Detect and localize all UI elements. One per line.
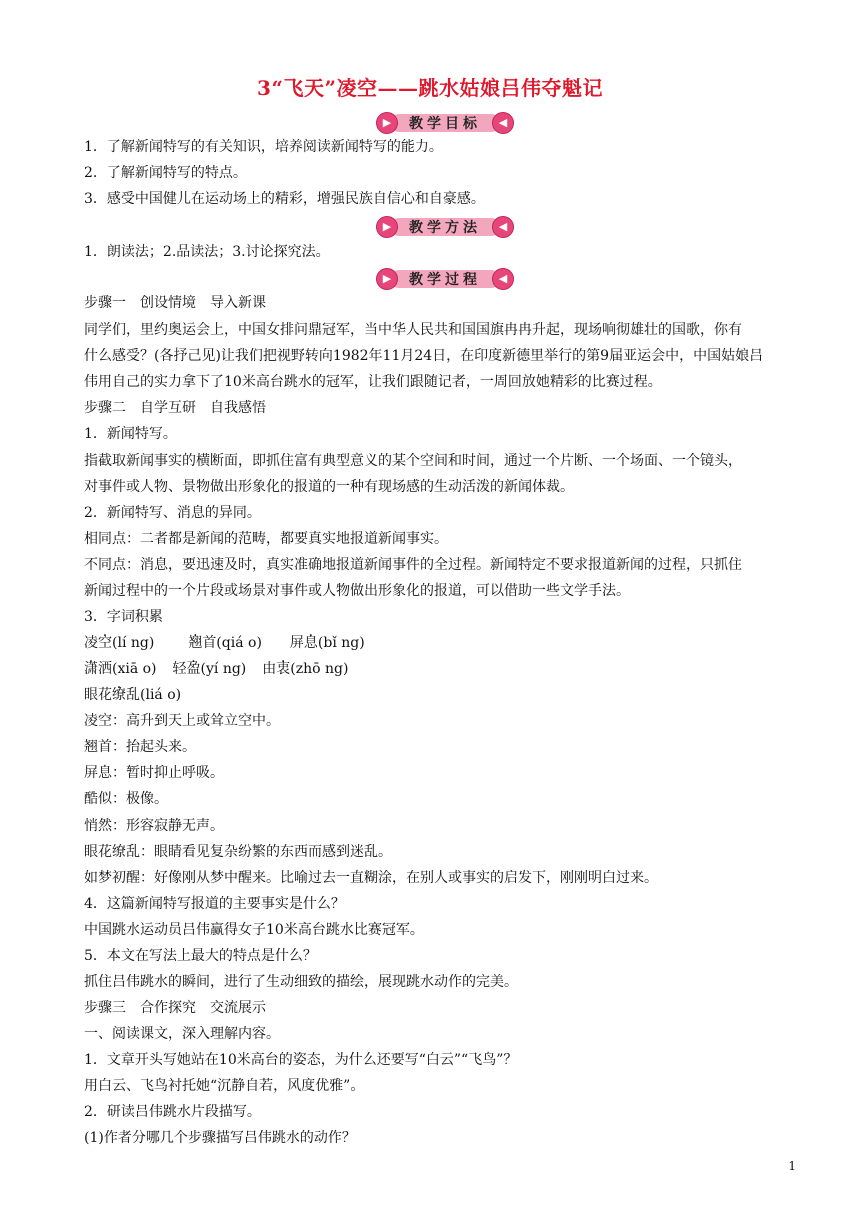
- step3-question-1: 1．文章开头写她站在10米高台的姿态，为什么还要写“白云”“飞鸟”？: [84, 1052, 518, 1068]
- arrow-left-icon: ◀: [492, 216, 514, 238]
- banner-methods: [376, 216, 514, 238]
- vocab-item: 屏息(bǐ ng): [289, 635, 365, 651]
- arrow-left-icon: ◀: [492, 112, 514, 134]
- page-number: 1: [788, 1159, 796, 1173]
- step2-answer-5: 抓住吕伟跳水的瞬间，进行了生动细致的描绘，展现跳水动作的完美。: [84, 974, 518, 990]
- step2-question-3: 3．字词积累: [84, 609, 163, 625]
- definition-6: 眼花缭乱：眼睛看见复杂纷繁的东西而感到迷乱。: [84, 844, 392, 860]
- vocab-item: 凌空(lí ng): [84, 635, 155, 651]
- vocab-row-1: [84, 633, 365, 653]
- document-title: 3“飞天”凌空——跳水姑娘吕伟夺魁记: [257, 76, 603, 100]
- methods-text: 1．朗读法；2.品读法；3.讨论探究法。: [84, 244, 330, 260]
- vocab-row-3: [84, 685, 181, 705]
- objective-3: 3．感受中国健儿在运动场上的精彩，增强民族自信心和自豪感。: [84, 191, 485, 207]
- step2-answer-1-line2: 对事件或人物、景物做出形象化的报道的一种有现场感的生动活泼的新闻体裁。: [84, 479, 574, 495]
- step3-answer-1: 用白云、飞鸟衬托她“沉静自若，风度优雅”。: [84, 1078, 365, 1094]
- step2-diff-line1: 不同点：消息，要迅速及时，真实准确地报道新闻事件的全过程。新闻特定不要求报道新闻的过程，只抓住: [84, 557, 742, 573]
- step1-paragraph-line3: 伟用自己的实力拿下了10米高台跳水的冠军，让我们跟随记者，一周回放她精彩的比赛过程。: [84, 374, 662, 390]
- step3-question-2: 2．研读吕伟跳水片段描写。: [84, 1104, 261, 1120]
- step3-heading: 步骤三 合作探究 交流展示: [84, 1000, 266, 1016]
- banner-objectives: [376, 112, 514, 134]
- vocab-item: 翘首(qiá o): [188, 635, 262, 651]
- step1-paragraph-line2: 什么感受？(各抒己见)让我们把视野转向1982年11月24日，在印度新德里举行的第9届亚运会中，中国姑娘吕: [84, 348, 764, 364]
- step2-question-1: 1．新闻特写。: [84, 426, 177, 442]
- arrow-right-icon: ▶: [376, 112, 398, 134]
- arrow-right-icon: ▶: [376, 268, 398, 290]
- objective-1: 1．了解新闻特写的有关知识，培养阅读新闻特写的能力。: [84, 139, 443, 155]
- banner-process: [376, 268, 514, 290]
- step2-same-points: 相同点：二者都是新闻的范畴，都要真实地报道新闻事实。: [84, 531, 448, 547]
- vocab-item: 轻盈(yí ng): [172, 661, 247, 677]
- vocab-item: 由衷(zhō ng): [262, 661, 349, 677]
- banner-label: 教学过程: [409, 272, 481, 288]
- step1-heading: 步骤一 创设情境 导入新课: [84, 295, 266, 311]
- step2-question-5: 5．本文在写法上最大的特点是什么？: [84, 948, 317, 964]
- step3-subheading: 一、阅读课文，深入理解内容。: [84, 1026, 280, 1042]
- definition-5: 悄然：形容寂静无声。: [84, 818, 224, 834]
- step2-answer-4: 中国跳水运动员吕伟赢得女子10米高台跳水比赛冠军。: [84, 922, 424, 938]
- step3-question-2-1: (1)作者分哪几个步骤描写吕伟跳水的动作？: [84, 1130, 356, 1146]
- vocab-item: 潇洒(xiā o): [84, 661, 157, 677]
- arrow-left-icon: ◀: [492, 268, 514, 290]
- step2-heading: 步骤二 自学互研 自我感悟: [84, 400, 266, 416]
- definition-7: 如梦初醒：好像刚从梦中醒来。比喻过去一直糊涂，在别人或事实的启发下，刚刚明白过来。: [84, 870, 658, 886]
- vocab-row-2: [84, 659, 348, 679]
- banner-label: 教学目标: [409, 116, 481, 132]
- objective-2: 2．了解新闻特写的特点。: [84, 165, 247, 181]
- step1-paragraph-line1: 同学们，里约奥运会上，中国女排问鼎冠军，当中华人民共和国国旗冉冉升起，现场响彻雄壮的国歌，你有: [84, 322, 742, 338]
- definition-2: 翘首：抬起头来。: [84, 739, 196, 755]
- step2-diff-line2: 新闻过程中的一个片段或场景对事件或人物做出形象化的报道，可以借助一些文学手法。: [84, 583, 630, 599]
- definition-1: 凌空：高升到天上或耸立空中。: [84, 713, 280, 729]
- step2-answer-1-line1: 指截取新闻事实的横断面，即抓住富有典型意义的某个空间和时间，通过一个片断、一个场面、一个镜头，: [84, 453, 742, 469]
- banner-label: 教学方法: [409, 220, 481, 236]
- arrow-right-icon: ▶: [376, 216, 398, 238]
- definition-4: 酷似：极像。: [84, 791, 168, 807]
- step2-question-4: 4．这篇新闻特写报道的主要事实是什么？: [84, 896, 345, 912]
- vocab-item: 眼花缭乱(liá o): [84, 687, 182, 703]
- step2-question-2: 2．新闻特写、消息的异同。: [84, 505, 261, 521]
- definition-3: 屏息：暂时抑止呼吸。: [84, 765, 224, 781]
